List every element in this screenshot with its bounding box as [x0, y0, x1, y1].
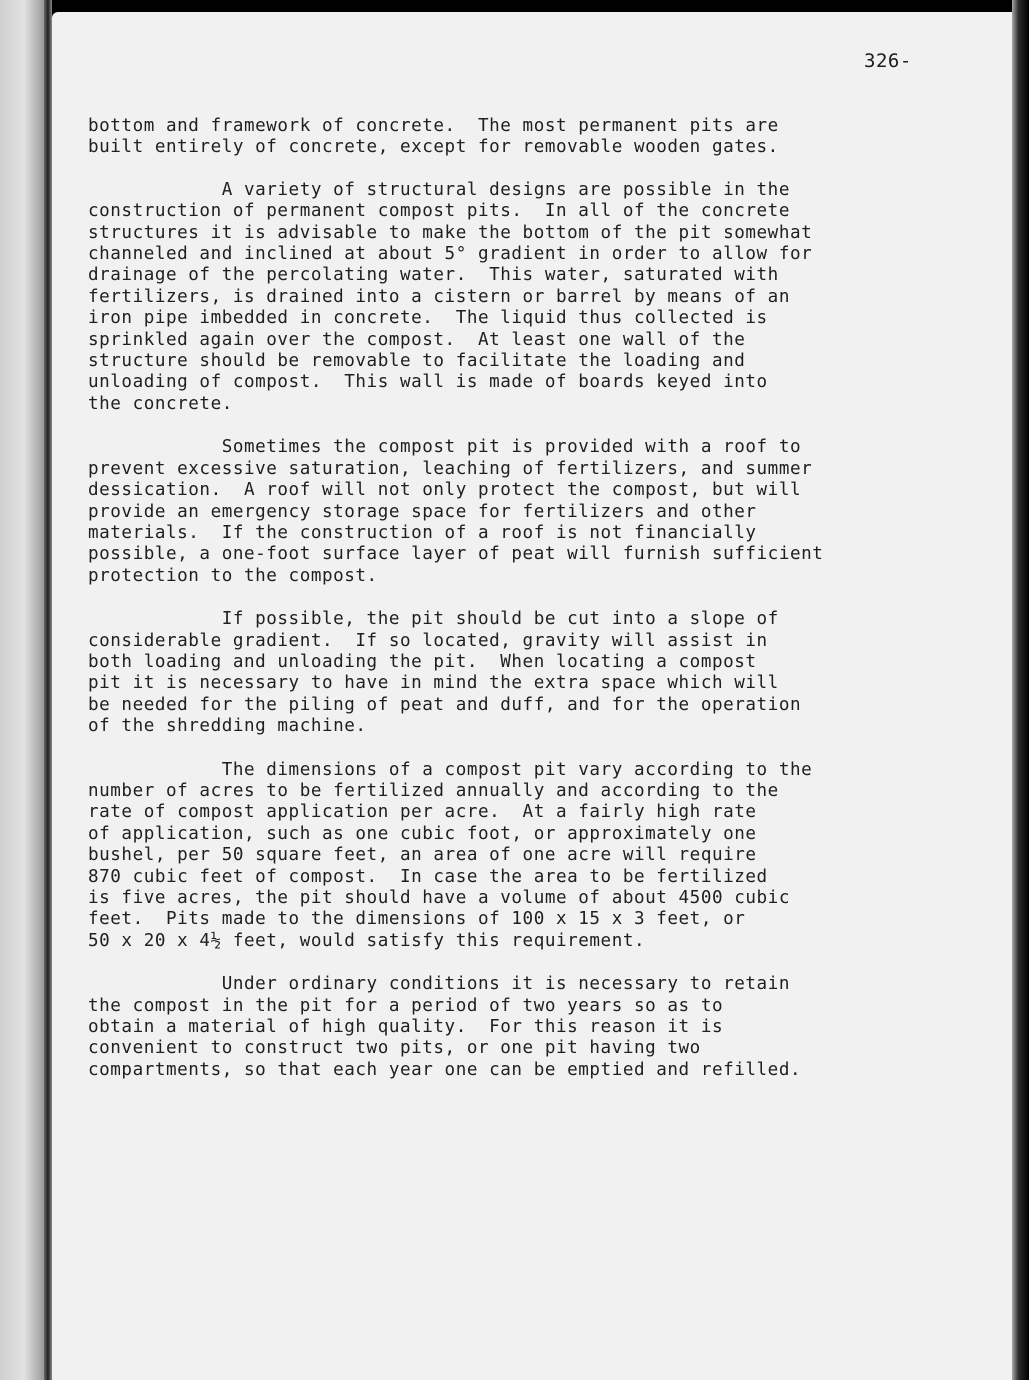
paragraph-two-pits: Under ordinary conditions it is necessary to retain the compost in the pit for a period of two years so as to obtain a material of high quality. For this reason it is convenient to construct two pits, or one pit having two compartments, so that each year one can be emptied and refilled. — [88, 974, 802, 1080]
paragraph-dimensions: The dimensions of a compost pit vary according to the number of acres to be fertilized annually and according to the rate of compost application per acre. At a fairly high rate of application, such as one cubic foot, or approximately one bushel, per 50 square feet, an area of one acre will require 870 cubic feet of compost. In case the area to be fertilized is five acres, the pit should have a volume of about 4500 cubic feet. Pits made to the dimensions of 100 x 15 x 3 feet, or 50 x 20 x 4½ feet, would satisfy this requirement. — [88, 759, 813, 951]
page-right-edge — [1012, 0, 1029, 1380]
paragraph-continuation: bottom and framework of concrete. The most permanent pits are built entirely of concrete, except for removable wooden gates. — [88, 116, 779, 158]
paragraph-slope: If possible, the pit should be cut into a slope of considerable gradient. If so located, gravity will assist in both loading and unloading the pit. When locating a compost pit it is necessary to have in mind the extra space which will be needed for the piling of peat and duff, and for the operation of the shredding machine. — [88, 609, 802, 737]
facing-page-edge — [0, 0, 44, 1380]
body-text — [88, 116, 938, 1103]
book-gutter — [44, 0, 52, 1380]
paragraph-roof: Sometimes the compost pit is provided with a roof to prevent excessive saturation, leaching of fertilizers, and summer dessication. A roof will not only protect the compost, but will provide an emergency storage space for fertilizers and other materials. If the construction of a roof is not financially possible, a one-foot surface layer of peat will furnish sufficient protection to the compost. — [88, 437, 824, 586]
paragraph-structural-designs: A variety of structural designs are possible in the construction of permanent compost pits. In all of the concrete structures it is advisable to make the bottom of the pit somewhat channeled and inclined at about 5° gradient in order to allow for drainage of the percolating water. This water, saturated with fertilizers, is drained into a cistern or barrel by means of an iron pipe imbedded in concrete. The liquid thus collected is sprinkled again over the compost. At least one wall of the structure should be removable to facilitate the loading and unloading of compost. This wall is made of boards keyed into the concrete. — [88, 179, 813, 414]
page-number: 326- — [864, 50, 912, 72]
